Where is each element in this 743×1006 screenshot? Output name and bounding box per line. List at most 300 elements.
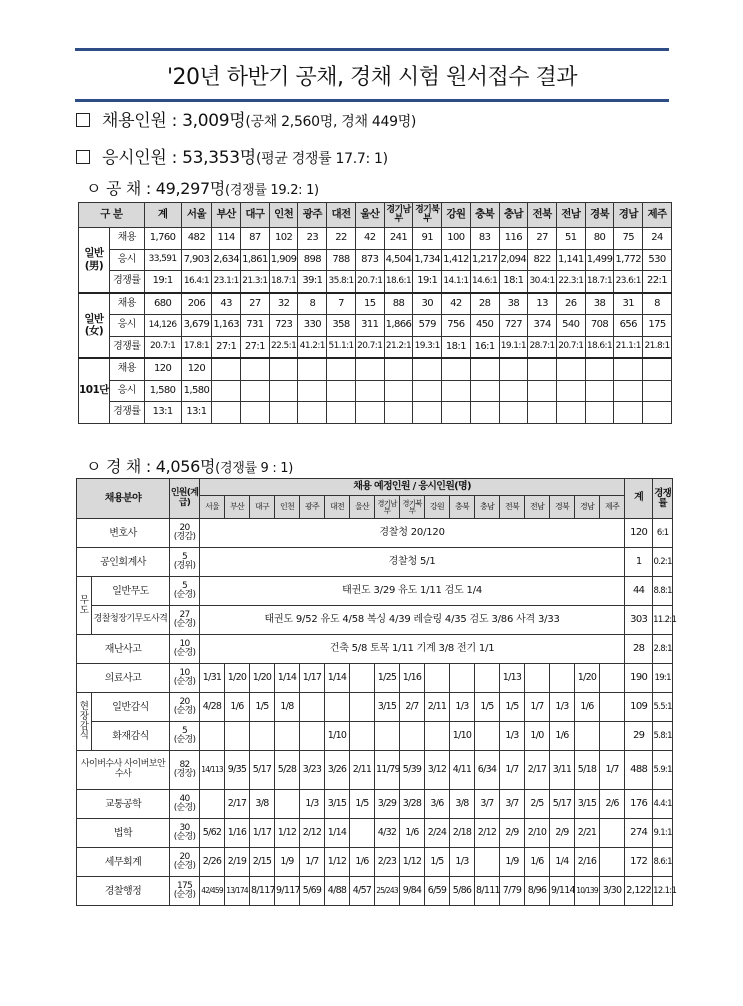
table-cell: 2/17 xyxy=(225,790,250,819)
column-header: 제주 xyxy=(643,203,672,228)
table-row xyxy=(79,402,672,424)
table-cell xyxy=(470,380,499,402)
table-cell: 42/459 xyxy=(200,877,225,906)
table-row xyxy=(77,848,673,877)
table-cell: 5/69 xyxy=(300,877,325,906)
table-cell: 21.3:1 xyxy=(241,271,270,293)
row-count-number: 20 xyxy=(179,851,190,862)
row-group-label: 무도 xyxy=(77,577,92,635)
table-cell: 579 xyxy=(413,315,442,337)
table-cell xyxy=(643,380,672,402)
table-row xyxy=(77,519,673,548)
table-cell xyxy=(556,402,585,424)
row-ratio: 5.5:1 xyxy=(653,693,673,722)
table-cell: 1/3 xyxy=(450,693,475,722)
table-cell: 18:1 xyxy=(442,336,471,358)
table-cell: 27 xyxy=(528,228,557,250)
gyeongchae-table xyxy=(76,478,677,906)
table-cell: 8 xyxy=(298,293,327,315)
table-cell: 3/7 xyxy=(500,790,525,819)
region-header: 서울 xyxy=(200,496,225,519)
table-cell: 1/3 xyxy=(300,790,325,819)
table-cell: 80 xyxy=(585,228,614,250)
table-cell: 14.6:1 xyxy=(470,271,499,293)
row-count xyxy=(170,693,200,722)
table-cell: 25/243 xyxy=(375,877,400,906)
table-cell: 87 xyxy=(241,228,270,250)
table-cell: 6/59 xyxy=(425,877,450,906)
table-cell: 19.3:1 xyxy=(413,336,442,358)
gyeongchae-heading-label: ㅇ 경 채 : 4,056명 xyxy=(86,457,216,476)
row-field-label: 의료사고 xyxy=(77,664,170,693)
table-cell: 898 xyxy=(298,249,327,271)
table-cell: 5/17 xyxy=(550,790,575,819)
table-cell: 1/16 xyxy=(225,819,250,848)
row-total: 44 xyxy=(625,577,653,606)
column-header: 충북 xyxy=(470,203,499,228)
table-cell xyxy=(200,790,225,819)
table-cell xyxy=(275,790,300,819)
table-cell xyxy=(528,380,557,402)
table-cell: 75 xyxy=(614,228,643,250)
table-cell: 11/79 xyxy=(375,751,400,790)
table-cell xyxy=(499,402,528,424)
table-cell xyxy=(298,380,327,402)
table-cell: 1/6 xyxy=(225,693,250,722)
table-cell xyxy=(600,722,625,751)
table-cell xyxy=(600,664,625,693)
table-cell: 83 xyxy=(470,228,499,250)
table-cell xyxy=(575,722,600,751)
row-count-number: 10 xyxy=(179,638,190,649)
row-ratio: 9.1:1 xyxy=(653,819,673,848)
table-cell: 23.1:1 xyxy=(212,271,241,293)
table-cell: 21.2:1 xyxy=(384,336,413,358)
row-field-label: 사이버수사 사이버보안 수사 xyxy=(77,751,170,790)
table-cell: 1/14 xyxy=(325,664,350,693)
row-merged-detail: 경찰청 5/1 xyxy=(200,548,625,577)
column-header: 경기북부 xyxy=(413,203,442,228)
row-field-label: 변호사 xyxy=(77,519,170,548)
table-cell: 20.7:1 xyxy=(556,336,585,358)
table-cell: 788 xyxy=(327,249,356,271)
region-header: 강원 xyxy=(425,496,450,519)
table-cell: 1/16 xyxy=(400,664,425,693)
table-cell: 38 xyxy=(585,293,614,315)
row-total: 120 xyxy=(625,519,653,548)
table-cell: 1,861 xyxy=(241,249,270,271)
table-cell xyxy=(355,402,384,424)
row-count-number: 40 xyxy=(179,793,190,804)
row-field-label: 교통공학 xyxy=(77,790,170,819)
table-cell: 3/6 xyxy=(425,790,450,819)
row-group-label: 101단 xyxy=(79,358,110,423)
row-total: 2,122 xyxy=(625,877,653,906)
table-cell: 5/62 xyxy=(200,819,225,848)
row-total: 176 xyxy=(625,790,653,819)
table-cell: 2/21 xyxy=(575,819,600,848)
table-cell: 17.8:1 xyxy=(181,336,212,358)
table-row xyxy=(77,693,673,722)
table-cell xyxy=(241,358,270,380)
table-cell: 2/16 xyxy=(575,848,600,877)
table-cell: 35.8:1 xyxy=(327,271,356,293)
table-cell: 708 xyxy=(585,315,614,337)
region-header: 제주 xyxy=(600,496,625,519)
row-total: 172 xyxy=(625,848,653,877)
table-cell: 3/26 xyxy=(325,751,350,790)
table-cell xyxy=(400,722,425,751)
row-count-number: 5 xyxy=(182,725,188,736)
table-cell: 1/6 xyxy=(350,848,375,877)
table-cell: 20.7:1 xyxy=(355,336,384,358)
row-total: 28 xyxy=(625,635,653,664)
table-cell: 13/174 xyxy=(225,877,250,906)
gongchae-table xyxy=(78,202,672,424)
table-cell: 8/111 xyxy=(475,877,500,906)
table-row xyxy=(77,664,673,693)
table-cell xyxy=(614,402,643,424)
table-cell: 31 xyxy=(614,293,643,315)
row-field-label: 화재감식 xyxy=(92,722,170,751)
region-header: 대구 xyxy=(250,496,275,519)
row-ratio: 2.8:1 xyxy=(653,635,673,664)
table-cell: 2/12 xyxy=(300,819,325,848)
table-cell: 19.1:1 xyxy=(499,336,528,358)
table-cell xyxy=(327,380,356,402)
row-label: 경쟁률 xyxy=(109,402,144,424)
gyeongchae-heading xyxy=(86,454,293,477)
title-block xyxy=(75,48,669,102)
row-count-number: 20 xyxy=(179,522,190,533)
title-bottom-rule xyxy=(75,99,669,102)
region-header: 경남 xyxy=(575,496,600,519)
table-cell: 28.7:1 xyxy=(528,336,557,358)
table-cell: 2/6 xyxy=(600,790,625,819)
region-header: 전남 xyxy=(525,496,550,519)
row-count-rank: (순경) xyxy=(173,861,196,871)
table-cell: 1,580 xyxy=(181,380,212,402)
table-cell: 21.1:1 xyxy=(614,336,643,358)
table-cell xyxy=(212,402,241,424)
table-cell: 1/9 xyxy=(275,848,300,877)
column-header: 대구 xyxy=(241,203,270,228)
table-cell: 3/28 xyxy=(400,790,425,819)
table-cell: 22 xyxy=(327,228,356,250)
row-total: 109 xyxy=(625,693,653,722)
table-cell: 4/28 xyxy=(200,693,225,722)
row-count-number: 175 xyxy=(176,880,193,891)
table-cell xyxy=(475,848,500,877)
table-cell: 13:1 xyxy=(181,402,212,424)
column-header: 경북 xyxy=(585,203,614,228)
row-label: 응시 xyxy=(109,380,144,402)
table-cell xyxy=(550,664,575,693)
row-count-rank: (경장) xyxy=(173,769,196,779)
region-header: 부산 xyxy=(225,496,250,519)
table-cell xyxy=(585,380,614,402)
table-cell: 2/17 xyxy=(525,751,550,790)
table-cell: 1/14 xyxy=(325,819,350,848)
table-cell: 330 xyxy=(298,315,327,337)
table-cell: 8/96 xyxy=(525,877,550,906)
table-cell: 18.6:1 xyxy=(384,271,413,293)
table-cell: 8/117 xyxy=(250,877,275,906)
table-cell xyxy=(350,722,375,751)
table-cell: 1/12 xyxy=(275,819,300,848)
row-group-label: 일반(女) xyxy=(79,293,110,359)
table-cell: 15 xyxy=(355,293,384,315)
table-cell: 20.7:1 xyxy=(144,336,181,358)
table-cell: 51 xyxy=(556,228,585,250)
region-header: 광주 xyxy=(300,496,325,519)
table-cell xyxy=(556,380,585,402)
table-cell: 450 xyxy=(470,315,499,337)
column-header: 부산 xyxy=(212,203,241,228)
table-cell xyxy=(241,402,270,424)
table-cell xyxy=(499,358,528,380)
table-cell: 88 xyxy=(384,293,413,315)
table-cell: 4/11 xyxy=(450,751,475,790)
table-cell: 2/10 xyxy=(525,819,550,848)
page-title: '20년 하반기 공채, 경채 시험 원서접수 결과 xyxy=(166,65,578,90)
table-cell: 2/7 xyxy=(400,693,425,722)
row-label: 채용 xyxy=(109,293,144,315)
table-cell xyxy=(300,693,325,722)
table-cell xyxy=(269,358,298,380)
table-cell: 1/3 xyxy=(500,722,525,751)
table-cell xyxy=(585,358,614,380)
table-cell: 1,772 xyxy=(614,249,643,271)
table-cell: 1,163 xyxy=(212,315,241,337)
row-count-number: 82 xyxy=(179,759,190,770)
table-cell: 873 xyxy=(355,249,384,271)
table-cell: 3/8 xyxy=(250,790,275,819)
table-cell: 41.2:1 xyxy=(298,336,327,358)
table-cell xyxy=(275,722,300,751)
table-cell: 114 xyxy=(212,228,241,250)
table-cell: 120 xyxy=(181,358,212,380)
table-row xyxy=(79,228,672,250)
table-cell: 1,734 xyxy=(413,249,442,271)
table-cell: 2,634 xyxy=(212,249,241,271)
summary-hire-detail: (공채 2,560명, 경채 449명) xyxy=(245,114,417,130)
row-count xyxy=(170,577,200,606)
table-cell: 18.7:1 xyxy=(269,271,298,293)
table-cell xyxy=(200,722,225,751)
table-cell xyxy=(300,722,325,751)
table-cell: 311 xyxy=(355,315,384,337)
row-count xyxy=(170,606,200,635)
summary-hire xyxy=(76,106,416,131)
table-cell: 8 xyxy=(643,293,672,315)
row-field-label: 세무회계 xyxy=(77,848,170,877)
table-cell: 2/11 xyxy=(350,751,375,790)
column-header: 인천 xyxy=(269,203,298,228)
region-header: 인천 xyxy=(275,496,300,519)
row-count-rank: (경위) xyxy=(173,561,196,571)
table-cell: 2/11 xyxy=(425,693,450,722)
row-count-rank: (순경) xyxy=(173,803,196,813)
table-cell: 42 xyxy=(355,228,384,250)
table-cell xyxy=(600,848,625,877)
row-count-rank: (순경) xyxy=(173,619,196,629)
table-cell xyxy=(528,402,557,424)
table-cell: 32 xyxy=(269,293,298,315)
region-header: 충북 xyxy=(450,496,475,519)
table-cell: 3/11 xyxy=(550,751,575,790)
row-group-label: 일반(男) xyxy=(79,228,110,293)
column-header: 충남 xyxy=(499,203,528,228)
row-count-number: 30 xyxy=(179,822,190,833)
table-row xyxy=(79,380,672,402)
table-cell xyxy=(325,693,350,722)
table-cell xyxy=(269,380,298,402)
table-cell: 1/14 xyxy=(275,664,300,693)
row-count-rank: (순경) xyxy=(173,677,196,687)
row-group-label: 현장감식 xyxy=(77,693,92,751)
table-cell: 6/34 xyxy=(475,751,500,790)
row-field-label: 일반무도 xyxy=(92,577,170,606)
table-cell: 1/8 xyxy=(275,693,300,722)
gongchae-heading-label: ㅇ 공 채 : 49,297명 xyxy=(86,179,226,198)
row-count-number: 20 xyxy=(179,696,190,707)
row-count-rank: (순경) xyxy=(173,735,196,745)
table-cell xyxy=(298,358,327,380)
table-cell: 39:1 xyxy=(298,271,327,293)
row-total: 29 xyxy=(625,722,653,751)
table-row xyxy=(77,577,673,606)
table-cell: 1/3 xyxy=(450,848,475,877)
table-cell: 723 xyxy=(269,315,298,337)
table-cell: 206 xyxy=(181,293,212,315)
table-cell: 1/12 xyxy=(325,848,350,877)
row-field-label: 일반감식 xyxy=(92,693,170,722)
table-cell: 1/17 xyxy=(250,819,275,848)
row-count-rank: (경감) xyxy=(173,532,196,542)
row-count-rank: (순경) xyxy=(173,832,196,842)
table-cell xyxy=(442,358,471,380)
table-cell xyxy=(250,722,275,751)
table-cell: 2,094 xyxy=(499,249,528,271)
table-cell: 2/12 xyxy=(475,819,500,848)
table-cell: 18.6:1 xyxy=(585,336,614,358)
row-total: 303 xyxy=(625,606,653,635)
table-cell: 21.8:1 xyxy=(643,336,672,358)
row-count xyxy=(170,635,200,664)
table-cell xyxy=(269,402,298,424)
row-label: 채용 xyxy=(109,228,144,250)
table-cell: 5/28 xyxy=(275,751,300,790)
table-cell: 1/20 xyxy=(575,664,600,693)
table-cell: 9/84 xyxy=(400,877,425,906)
table-cell xyxy=(384,380,413,402)
row-count-rank: (순경) xyxy=(173,648,196,658)
region-header: 전북 xyxy=(500,496,525,519)
table-cell: 19:1 xyxy=(413,271,442,293)
table-cell: 358 xyxy=(327,315,356,337)
table-cell: 51.1:1 xyxy=(327,336,356,358)
table-cell xyxy=(384,402,413,424)
column-header: 광주 xyxy=(298,203,327,228)
region-header: 경북 xyxy=(550,496,575,519)
table-cell: 14/113 xyxy=(200,751,225,790)
table-cell xyxy=(614,358,643,380)
table-cell: 1/7 xyxy=(600,751,625,790)
table-cell: 1/7 xyxy=(525,693,550,722)
table-cell xyxy=(556,358,585,380)
table-row xyxy=(79,358,672,380)
table-cell xyxy=(475,722,500,751)
row-total: 190 xyxy=(625,664,653,693)
table-cell: 482 xyxy=(181,228,212,250)
table-cell xyxy=(212,380,241,402)
table-cell: 530 xyxy=(643,249,672,271)
table-row xyxy=(77,548,673,577)
table-row xyxy=(77,877,673,906)
table-row xyxy=(77,606,673,635)
table-cell: 1/6 xyxy=(525,848,550,877)
table-cell: 1/20 xyxy=(225,664,250,693)
table-cell: 1,580 xyxy=(144,380,181,402)
row-field-label: 경찰청장기무도사격 xyxy=(92,606,170,635)
region-header: 경기남부 xyxy=(375,496,400,519)
table-cell: 13 xyxy=(528,293,557,315)
table-cell: 680 xyxy=(144,293,181,315)
table-cell: 4,504 xyxy=(384,249,413,271)
table-cell: 28 xyxy=(470,293,499,315)
table-cell: 1/5 xyxy=(425,848,450,877)
row-count-number: 10 xyxy=(179,667,190,678)
table-cell: 1/6 xyxy=(575,693,600,722)
table-row xyxy=(79,336,672,358)
table-cell: 1/5 xyxy=(500,693,525,722)
table-cell xyxy=(525,664,550,693)
table-cell: 1/0 xyxy=(525,722,550,751)
row-count-number: 5 xyxy=(182,580,188,591)
row-label: 응시 xyxy=(109,249,144,271)
table-cell xyxy=(585,402,614,424)
table-cell: 1/20 xyxy=(250,664,275,693)
column-header: 경남 xyxy=(614,203,643,228)
checkbox-square-icon xyxy=(76,113,90,127)
row-count-number: 5 xyxy=(182,551,188,562)
table-row xyxy=(79,293,672,315)
table-cell: 1,499 xyxy=(585,249,614,271)
row-count-number: 27 xyxy=(179,609,190,620)
row-merged-detail: 건축 5/8 토목 1/11 기계 3/8 전기 1/1 xyxy=(200,635,625,664)
table-cell xyxy=(350,819,375,848)
header-plan: 채용 예정인원 / 응시인원(명) xyxy=(200,479,625,496)
gongchae-heading-detail: (경쟁률 19.2: 1) xyxy=(225,183,319,198)
row-field-label: 법학 xyxy=(77,819,170,848)
table-cell: 2/5 xyxy=(525,790,550,819)
table-cell: 24 xyxy=(643,228,672,250)
table-cell xyxy=(442,402,471,424)
table-cell: 3/15 xyxy=(325,790,350,819)
table-cell: 822 xyxy=(528,249,557,271)
table-cell xyxy=(212,358,241,380)
table-cell xyxy=(298,402,327,424)
row-count-rank: (순경) xyxy=(173,706,196,716)
table-cell xyxy=(600,819,625,848)
table-cell: 1/5 xyxy=(475,693,500,722)
row-count xyxy=(170,548,200,577)
table-row xyxy=(77,635,673,664)
row-field-label: 재난사고 xyxy=(77,635,170,664)
table-cell: 18:1 xyxy=(499,271,528,293)
table-cell xyxy=(475,664,500,693)
